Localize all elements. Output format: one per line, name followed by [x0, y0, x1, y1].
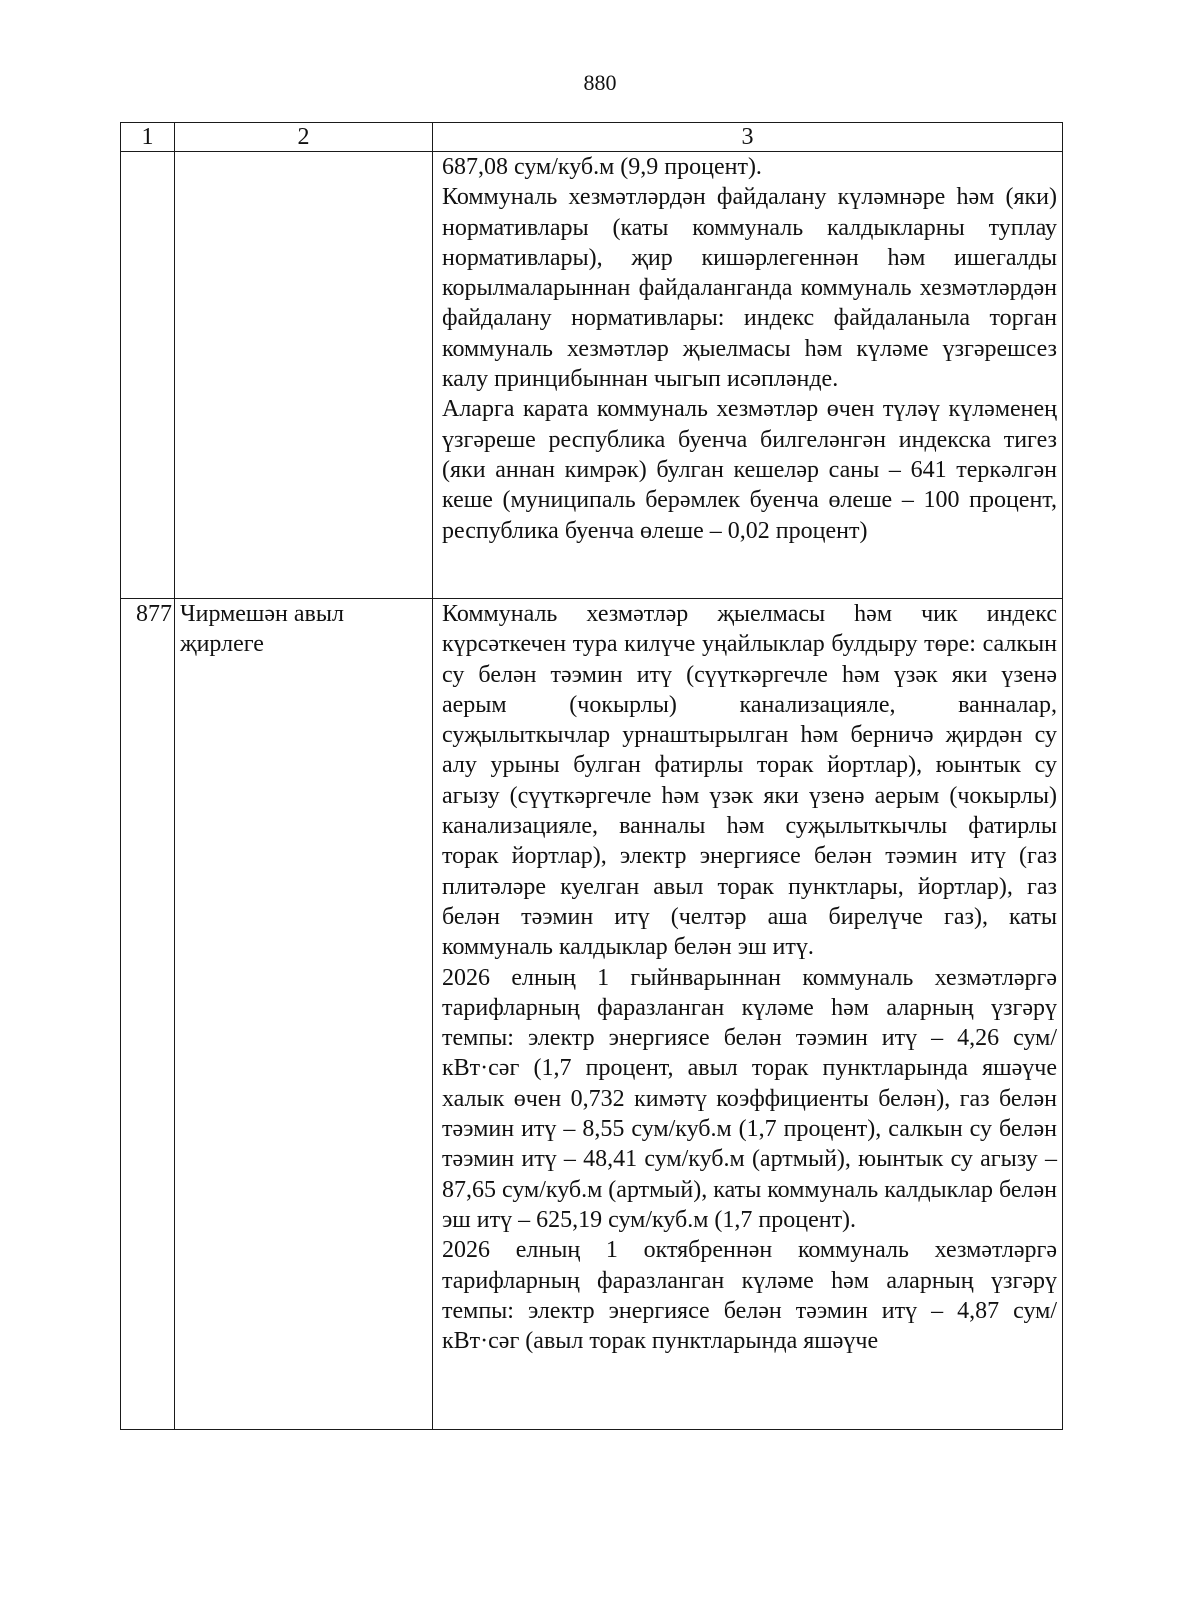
column-header-3: 3 [433, 123, 1063, 152]
row-name-cell [175, 152, 433, 599]
page-number: 880 [583, 70, 617, 95]
column-header-2: 2 [175, 123, 433, 152]
paragraph: Коммуналь хезмәтләр җыелмасы һәм чик индекс күрсәткечен тура килүче уңайлыклар булдыру төре: салкын су белән тәэмин итү (сүүткәргечле һәм үзәк яки үзенә аерым (чокырлы) канализацияле, ванналар, суҗылыткычлар урнаштырылган һәм берничә җирдән су алу урыны булган фатирлы торак йортлар), юынтык су агызу (сүүткәргечле һәм үзәк яки үзенә аерым (чокырлы) канализацияле, ванналы һәм суҗылыткычлы фатирлы торак йортлар), электр энергиясе белән тәэмин итү (газ плитәләре куелган авыл торак пунктлары, йортлар), газ белән тәэмин итү (челтәр аша бирелүче газ), каты коммуналь калдыклар белән эш итү. [442, 601, 1057, 961]
row-number-cell: 877 [121, 599, 175, 1430]
row-name-cell: Чирмешән авыл җирлеге [175, 599, 433, 1430]
paragraph: 2026 елның 1 октябреннән коммуналь хезмәтләргә тарифларның фаразланган күләме һәм аларның үзгәрү темпы: электр энергиясе белән тәэмин итү – 4,87 сум/кВт·сәг (авыл торак пунктларында яшәүче [442, 1237, 1057, 1355]
paragraph: Аларга карата коммуналь хезмәтләр өчен түләү күләменең үзгәреше республика буенча билгеләнгән индекска тигез (яки аннан кимрәк) булган кешеләр саны – 641 теркәлгән кеше (муниципаль берәмлек буенча өлеше – 100 процент, республика буенча өлеше – 0,02 процент) [442, 396, 1057, 544]
row-text-cell [433, 599, 1063, 1430]
paragraph: Коммуналь хезмәтләрдән файдалану күләмнәре һәм (яки) нормативлары (каты коммуналь калдыкларны туплау нормативлары), җир кишәрлегеннән һәм ишегалды корылмаларыннан файдаланганда коммуналь хезмәтләрдән файдалану нормативлары: индекс файдаланыла торган коммуналь хезмәтләр җыелмасы һәм күләме үзгәрешсез калу принцибыннан чыгып исәпләнде. [442, 184, 1057, 393]
data-table [120, 122, 1063, 1430]
row-text-cell [433, 152, 1063, 599]
table-row [121, 152, 1063, 599]
table-header-row [121, 123, 1063, 152]
paragraph: 687,08 сум/куб.м (9,9 процент). [442, 154, 762, 180]
paragraph: 2026 елның 1 гыйнварыннан коммуналь хезмәтләргә тарифларның фаразланган күләме һәм аларның үзгәрү темпы: электр энергиясе белән тәэмин итү – 4,26 сум/кВт·сәг (1,7 процент, авыл торак пунктларында яшәүче халык өчен 0,732 кимәтү коэффициенты белән), газ белән тәэмин итү – 8,55 сум/куб.м (1,7 процент), салкын су белән тәэмин итү – 48,41 сум/куб.м (артмый), юынтык су агызу – 87,65 сум/куб.м (артмый), каты коммуналь калдыклар белән эш итү – 625,19 сум/куб.м (1,7 процент). [442, 964, 1057, 1233]
row-number-cell [121, 152, 175, 599]
table-row [121, 599, 1063, 1430]
column-header-1: 1 [121, 123, 175, 152]
